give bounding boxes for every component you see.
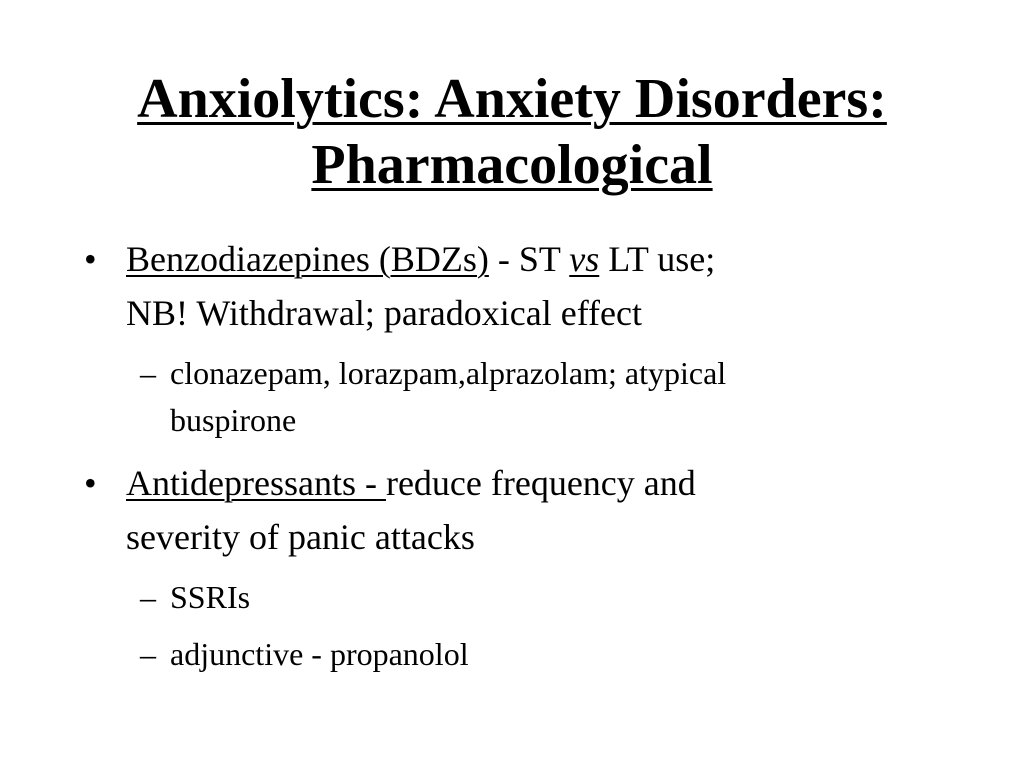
dash-marker: –	[140, 355, 156, 391]
subitem-text: SSRIs	[170, 579, 251, 615]
bullet-marker: •	[84, 239, 97, 279]
bullet-text-line-2: NB! Withdrawal; paradoxical effect	[126, 293, 643, 333]
subitem-adjunctive	[84, 631, 964, 678]
slide-title-line-2: Pharmacological	[311, 134, 713, 196]
bullet-lead-term: Benzodiazepines (BDZs)	[126, 239, 489, 279]
subitem-text-line-2: buspirone	[170, 402, 297, 438]
subitem-benzodiazepine-drugs	[84, 350, 964, 444]
dash-marker: –	[140, 636, 156, 672]
bullet-lead-term: Antidepressants -	[126, 463, 386, 503]
subitem-ssris	[84, 574, 964, 621]
bullet-antidepressants	[84, 456, 964, 564]
bullet-text: LT use;	[599, 239, 716, 279]
bullet-benzodiazepines	[84, 232, 964, 340]
bullet-text: - ST	[488, 239, 570, 279]
slide-title	[0, 66, 1024, 198]
bullet-marker: •	[84, 463, 97, 503]
dash-marker: –	[140, 579, 156, 615]
bullet-emphasis: vs	[569, 239, 600, 279]
subitem-text: adjunctive - propanolol	[170, 636, 469, 672]
slide-body	[84, 232, 964, 678]
bullet-text: reduce frequency and	[385, 463, 696, 503]
subitem-text: clonazepam, lorazpam,alprazolam; atypical	[170, 355, 727, 391]
bullet-text-line-2: severity of panic attacks	[126, 517, 475, 557]
slide-title-line-1: Anxiolytics: Anxiety Disorders:	[137, 68, 887, 130]
